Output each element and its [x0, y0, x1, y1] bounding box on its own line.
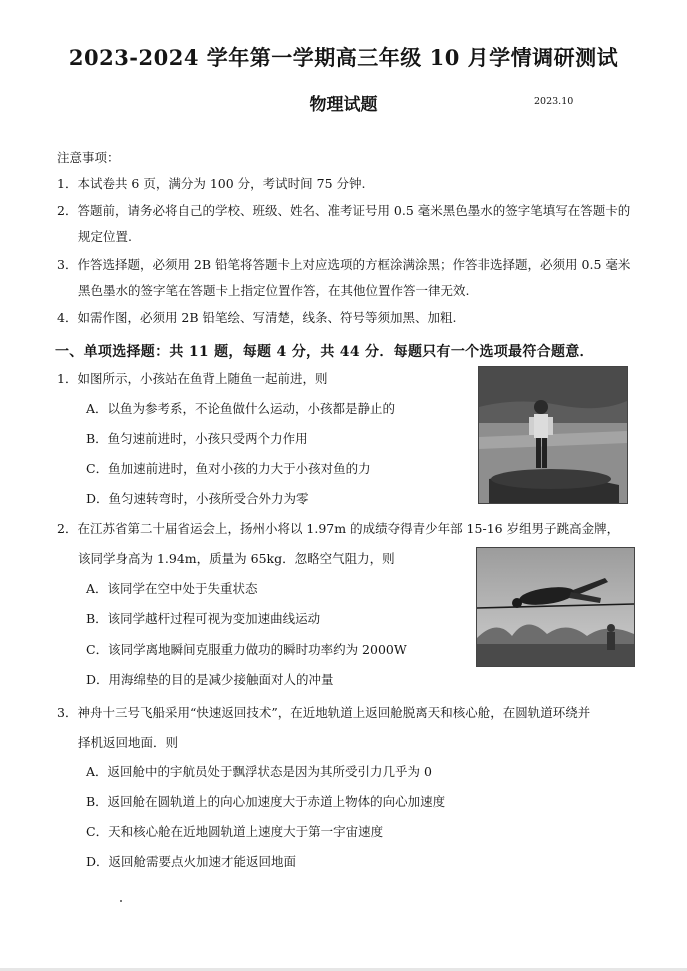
section-heading: 一、单项选择题：共 11 题，每题 4 分，共 44 分．每题只有一个选项最符合题意．: [55, 344, 594, 360]
scan-speck: [120, 900, 122, 902]
note-item-3: 3．作答选择题，必须用 2B 铅笔将答题卡上对应选项的方框涂满涂黑；作答非选择题，必须用 0.5 毫米: [57, 257, 631, 272]
note-item-2: 2．答题前，请务必将自己的学校、班级、姓名、准考证号用 0.5 毫米黑色墨水的签字笔填写在答题卡的: [57, 203, 631, 218]
question-3-option-c: C．天和核心舱在近地圆轨道上速度大于第一宇宙速度: [86, 824, 384, 839]
note-item-1: 1．本试卷共 6 页，满分为 100 分，考试时间 75 分钟.: [57, 176, 366, 191]
question-1-option-b: B．鱼匀速前进时，小孩只受两个力作用: [86, 431, 308, 446]
question-2-stem-line-2: 该同学身高为 1.94m，质量为 65kg．忽略空气阻力，则: [78, 551, 395, 566]
note-item-2-cont: 规定位置.: [78, 229, 132, 244]
question-3-stem-line-2: 择机返回地面．则: [78, 735, 179, 750]
question-2-option-d: D．用海绵垫的目的是减少接触面对人的冲量: [86, 672, 334, 687]
question-2-option-c: C．该同学离地瞬间克服重力做功的瞬时功率约为 2000W: [86, 642, 407, 657]
question-3-option-d: D．返回舱需要点火加速才能返回地面: [86, 854, 297, 869]
exam-date: 2023.10: [534, 96, 574, 107]
question-2-option-b: B．该同学越杆过程可视为变加速曲线运动: [86, 611, 321, 626]
subject-title: 物理试题: [309, 95, 378, 115]
question-1-option-d: D．鱼匀速转弯时，小孩所受合外力为零: [86, 491, 309, 506]
exam-title: 2023-2024 学年第一学期高三年级 10 月学情调研测试: [68, 45, 619, 70]
question-3-option-a: A．返回舱中的宇航员处于飘浮状态是因为其所受引力几乎为 0: [86, 764, 432, 779]
question-3-option-b: B．返回舱在圆轨道上的向心加速度大于赤道上物体的向心加速度: [86, 794, 446, 809]
question-1-stem: 1．如图所示，小孩站在鱼背上随鱼一起前进，则: [57, 371, 328, 386]
note-item-3-cont: 黑色墨水的签字笔在答题卡上指定位置作答，在其他位置作答一律无效.: [78, 283, 470, 298]
high-jump-photo: [476, 547, 635, 667]
question-2-option-a: A．该同学在空中处于失重状态: [86, 581, 258, 596]
notes-heading: 注意事项：: [57, 150, 120, 165]
question-3-stem-line-1: 3．神舟十三号飞船采用“快速返回技术”，在近地轨道上返回舱脱离天和核心舱，在圆轨道环绕并: [57, 705, 591, 720]
note-item-4: 4．如需作图，必须用 2B 铅笔绘、写清楚，线条、符号等须加黑、加粗.: [57, 310, 457, 325]
child-on-fish-photo: [478, 366, 628, 504]
question-2-stem-line-1: 2．在江苏省第二十届省运会上，扬州小将以 1.97m 的成绩夺得青少年部 15-16 岁组男子跳高金牌，: [57, 521, 620, 536]
question-1-option-c: C．鱼加速前进时，鱼对小孩的力大于小孩对鱼的力: [86, 461, 371, 476]
question-1-option-a: A．以鱼为参考系，不论鱼做什么运动，小孩都是静止的: [86, 401, 396, 416]
